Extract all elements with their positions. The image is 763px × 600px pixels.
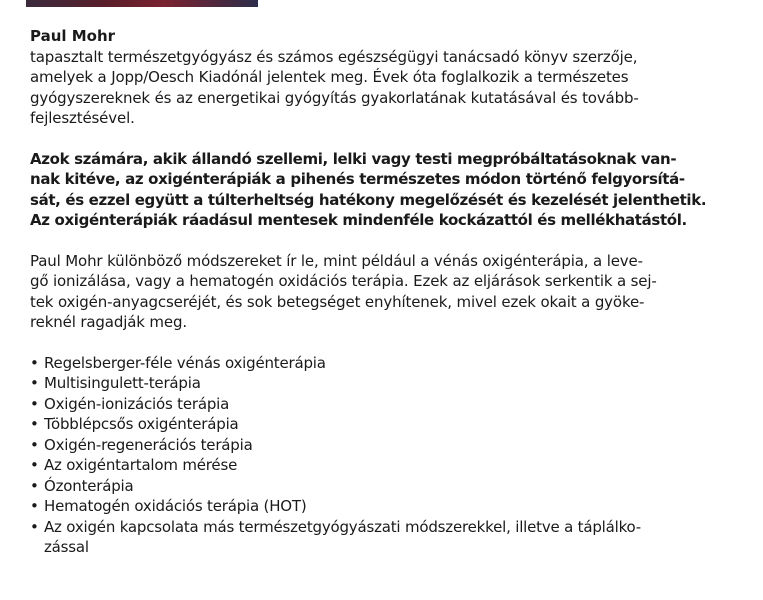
highlight-paragraph [30,149,755,231]
list-item-text: Oxigén-ionizációs terápia [44,394,230,413]
list-item-text: Az oxigéntartalom mérése [44,456,238,474]
bullet-icon: • [30,415,39,433]
methods-line: reknél ragadják meg. [30,313,187,331]
book-description [30,26,755,558]
list-item [30,435,755,456]
list-item [30,517,755,558]
list-item-text: Az oxigén kapcsolata más természetgyógyászati módszerekkel, illetve a táplálko- [44,517,642,536]
highlight-line: sát, és ezzel együtt a túlterheltség hatékony megelőzését és kezelését jelenthetik. [30,190,707,209]
highlight-line: nak kitéve, az oxigénterápiák a pihenés természetes módon történő felgyorsítá- [30,170,685,188]
highlight-line: Azok számára, akik állandó szellemi, lelki vagy testi megpróbáltatásoknak van- [30,149,677,168]
bullet-icon: • [30,456,39,474]
list-item [30,414,755,435]
bio-line: tapasztalt természetgyógyász és számos egészségügyi tanácsadó könyv szerzője, [30,47,638,66]
list-item-text: Regelsberger-féle vénás oxigénterápia [44,353,326,372]
methods-line: gő ionizálása, vagy a hematogén oxidációs terápia. Ezek az eljárások serkentik a sej- [30,272,657,290]
author-photo-edge [26,0,258,7]
list-item-text: Többlépcsős oxigénterápia [44,415,239,433]
list-item-text: zással [44,538,89,556]
author-name: Paul Mohr [30,27,116,45]
bullet-icon: • [30,476,39,495]
list-item [30,353,755,374]
list-item-text: Oxigén-regenerációs terápia [44,435,253,454]
bullet-icon: • [30,374,39,392]
bullet-icon: • [30,497,39,515]
methods-line: tek oxigén-anyagcseréjét, és sok betegséget enyhítenek, mivel ezek okait a gyöke- [30,292,645,311]
bio-line: fejlesztésével. [30,109,135,127]
list-item [30,476,755,497]
list-item [30,373,755,394]
bio-line: amelyek a Jopp/Oesch Kiadónál jelentek meg. Évek óta foglalkozik a természetes [30,68,629,86]
bullet-icon: • [30,394,39,413]
list-item [30,496,755,517]
bullet-icon: • [30,517,39,536]
methods-line: Paul Mohr különböző módszereket ír le, mint például a vénás oxigénterápia, a leve- [30,251,643,270]
list-item-text: Hematogén oxidációs terápia (HOT) [44,497,307,515]
bullet-icon: • [30,353,39,372]
methods-paragraph [30,251,755,333]
therapy-list [30,353,755,558]
list-item-text: Ózonterápia [44,476,134,495]
bullet-icon: • [30,435,39,454]
bio-line: gyógyszereknek és az energetikai gyógyítás gyakorlatának kutatásával és tovább- [30,88,639,107]
author-bio-paragraph [30,47,755,129]
list-item [30,394,755,415]
list-item [30,455,755,476]
list-item-text: Multisingulett-terápia [44,374,201,392]
highlight-line: Az oxigénterápiák ráadásul mentesek mindenféle kockázattól és mellékhatástól. [30,211,687,229]
